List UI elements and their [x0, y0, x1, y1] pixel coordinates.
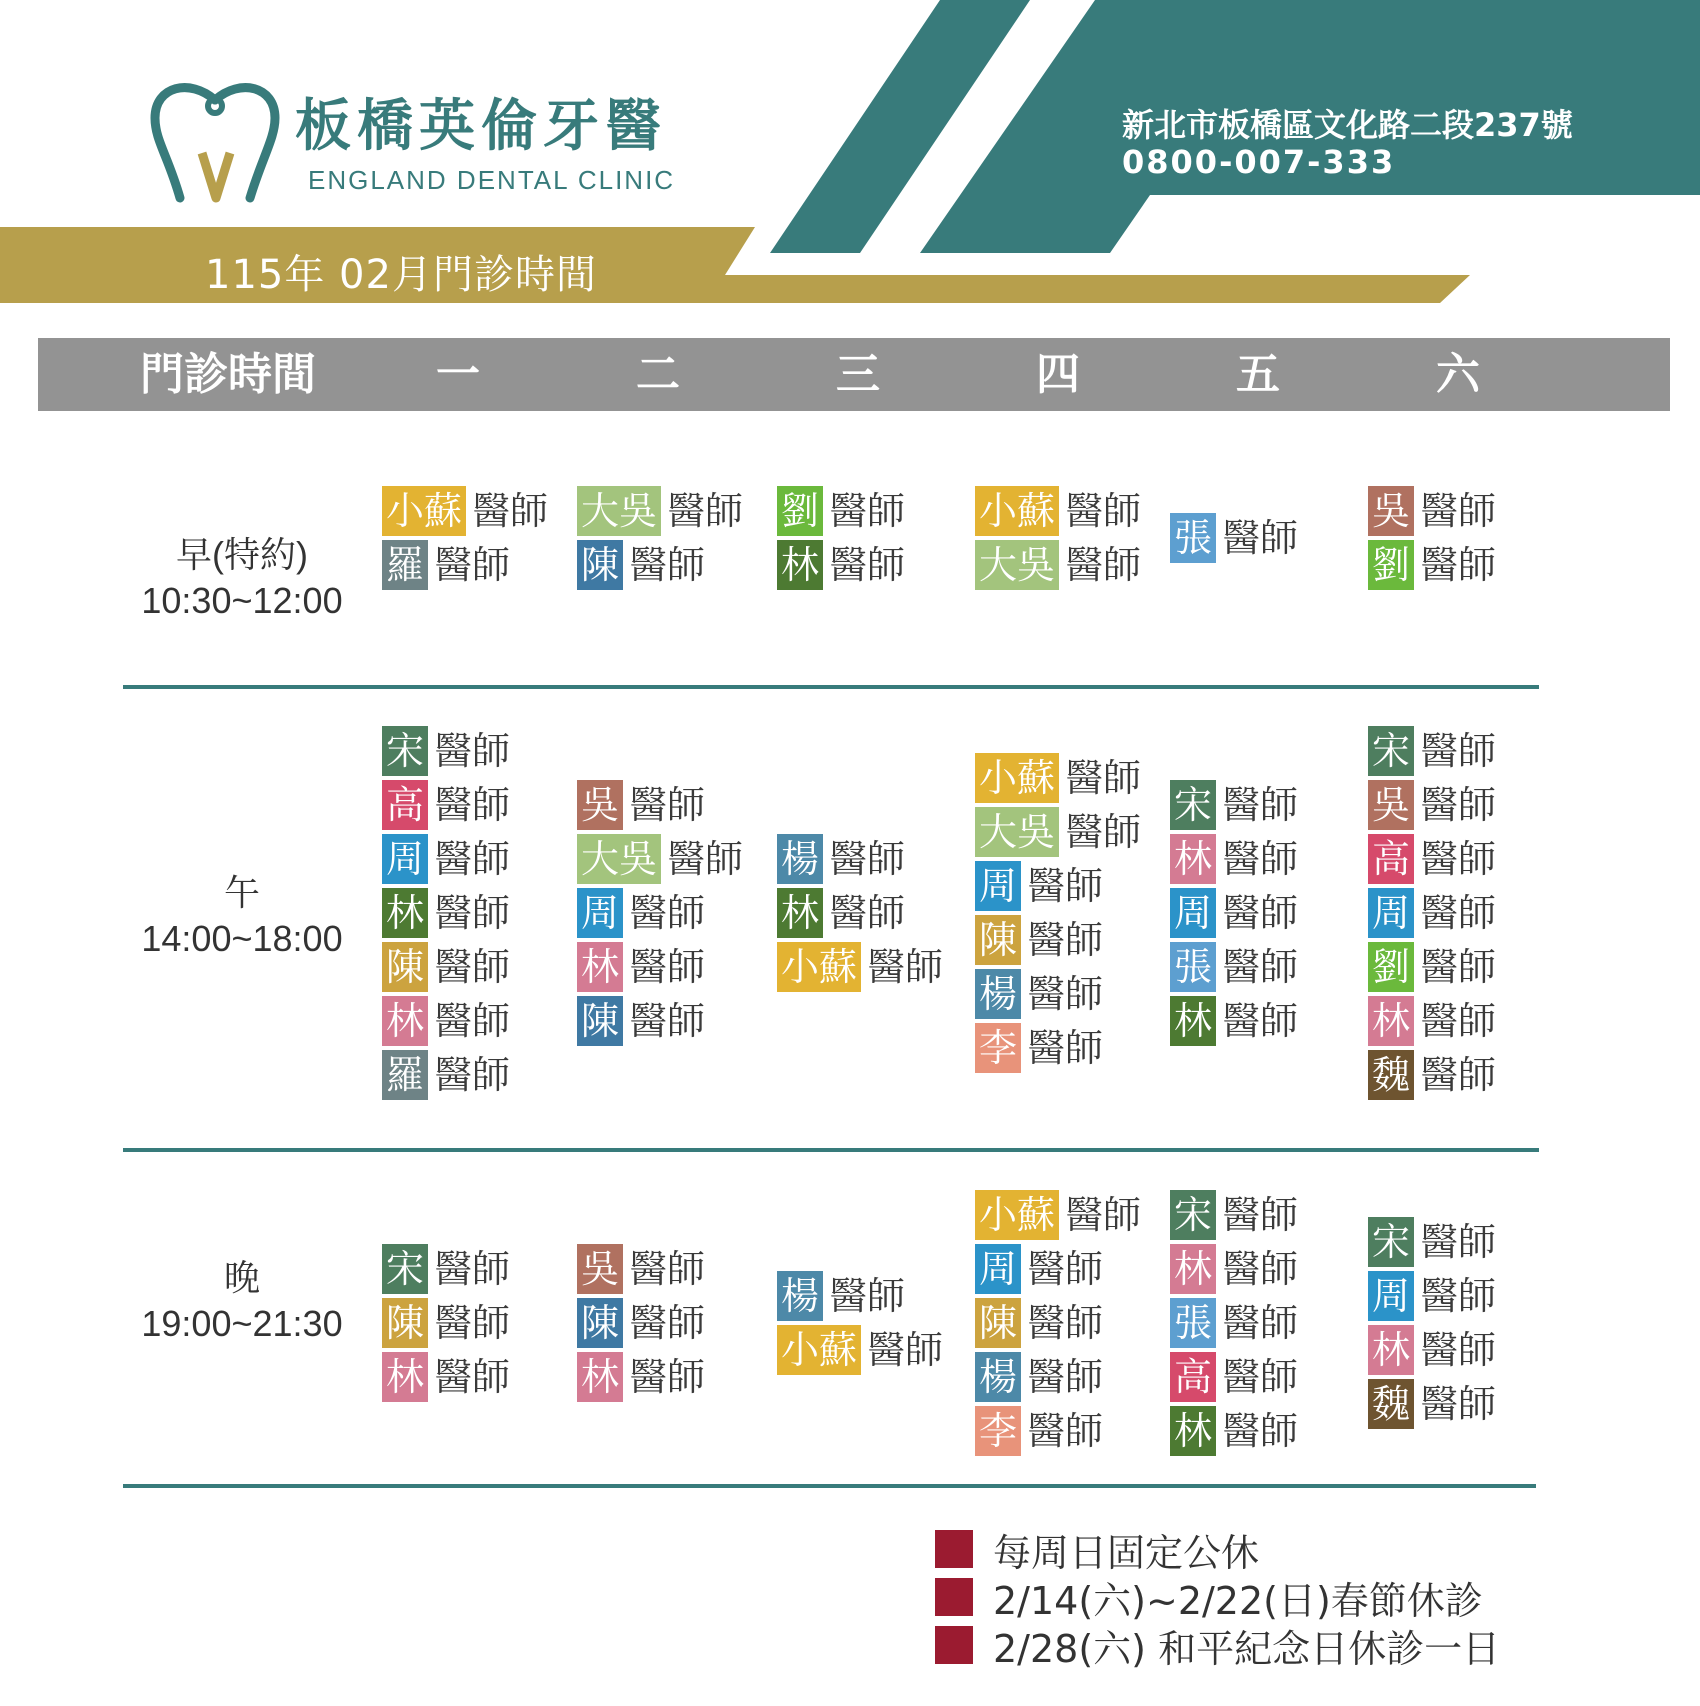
doctor-name-tag: 宋	[382, 1244, 428, 1294]
doctor-title: 醫師	[829, 543, 906, 587]
doctor-name-tag: 大吳	[577, 486, 661, 536]
doctor-slot	[777, 1271, 905, 1321]
doctor-name-tag: 陳	[577, 540, 623, 590]
doctor-title: 醫師	[1420, 1382, 1497, 1426]
doctor-title: 醫師	[1420, 1053, 1497, 1097]
doctor-slot	[382, 1352, 510, 1402]
doctor-slot	[1368, 888, 1496, 938]
doctor-slot	[577, 780, 705, 830]
doctor-name-tag: 高	[1368, 834, 1414, 884]
doctor-name-tag: 林	[577, 942, 623, 992]
row-morning-label	[122, 532, 362, 624]
doctor-name-tag: 林	[777, 540, 823, 590]
doctor-title: 醫師	[1420, 489, 1497, 533]
doctor-slot	[777, 834, 905, 884]
doctor-slot	[577, 540, 705, 590]
doctor-name-tag: 林	[1170, 996, 1216, 1046]
doctor-name-tag: 吳	[577, 780, 623, 830]
doctor-name-tag: 周	[975, 861, 1021, 911]
doctor-title: 醫師	[1222, 783, 1299, 827]
doctor-name-tag: 張	[1170, 513, 1216, 563]
schedule-header	[38, 338, 1670, 411]
note-bullet-icon	[935, 1530, 973, 1568]
doctor-name-tag: 魏	[1368, 1050, 1414, 1100]
doctor-slot	[975, 540, 1141, 590]
doctor-name-tag: 宋	[1170, 780, 1216, 830]
note-text: 2/14(六)~2/22(日)春節休診	[993, 1578, 1483, 1623]
doctor-title: 醫師	[1065, 543, 1142, 587]
doctor-title: 醫師	[434, 1053, 511, 1097]
divider-3	[123, 1484, 1536, 1488]
doctor-slot	[382, 1050, 510, 1100]
header-wed: 三	[836, 349, 880, 400]
doctor-slot	[1368, 486, 1496, 536]
doctor-name-tag: 魏	[1368, 1379, 1414, 1429]
doctor-name-tag: 周	[1368, 888, 1414, 938]
doctor-slot	[777, 888, 905, 938]
row-evening-title: 晚	[223, 1257, 260, 1298]
doctor-name-tag: 張	[1170, 942, 1216, 992]
doctor-name-tag: 小蘇	[382, 486, 466, 536]
doctor-title: 醫師	[1222, 945, 1299, 989]
doctor-name-tag: 周	[577, 888, 623, 938]
doctor-slot	[1170, 513, 1298, 563]
doctor-title: 醫師	[829, 891, 906, 935]
note-item	[935, 1622, 1501, 1671]
header-thu: 四	[1036, 349, 1080, 400]
doctor-title: 醫師	[1222, 837, 1299, 881]
clinic-phone: 0800-007-333	[1122, 143, 1396, 181]
doctor-slot	[1368, 1271, 1496, 1321]
doctor-slot	[1170, 780, 1298, 830]
doctor-name-tag: 周	[1368, 1271, 1414, 1321]
doctor-title: 醫師	[1222, 1355, 1299, 1399]
doctor-title: 醫師	[1027, 1301, 1104, 1345]
doctor-title: 醫師	[1420, 1274, 1497, 1318]
doctor-title: 醫師	[1420, 837, 1497, 881]
doctor-name-tag: 小蘇	[975, 1190, 1059, 1240]
doctor-name-tag: 大吳	[577, 834, 661, 884]
note-bullet-icon	[935, 1626, 973, 1664]
doctor-name-tag: 林	[382, 888, 428, 938]
doctor-slot	[1170, 888, 1298, 938]
doctor-title: 醫師	[829, 837, 906, 881]
doctor-title: 醫師	[1420, 729, 1497, 773]
doctor-title: 醫師	[1065, 756, 1142, 800]
doctor-name-tag: 李	[975, 1023, 1021, 1073]
doctor-name-tag: 吳	[577, 1244, 623, 1294]
doctor-title: 醫師	[434, 729, 511, 773]
doctor-slot	[1368, 1217, 1496, 1267]
doctor-title: 醫師	[1420, 999, 1497, 1043]
doctor-slot	[975, 861, 1103, 911]
doctor-name-tag: 陳	[382, 1298, 428, 1348]
doctor-title: 醫師	[1065, 1193, 1142, 1237]
doctor-title: 醫師	[629, 543, 706, 587]
doctor-name-tag: 羅	[382, 540, 428, 590]
doctor-title: 醫師	[1065, 810, 1142, 854]
doctor-name-tag: 周	[382, 834, 428, 884]
doctor-name-tag: 周	[1170, 888, 1216, 938]
doctor-slot	[1170, 1352, 1298, 1402]
doctor-title: 醫師	[867, 1328, 944, 1372]
doctor-name-tag: 劉	[1368, 540, 1414, 590]
doctor-slot	[1170, 1244, 1298, 1294]
doctor-slot	[577, 942, 705, 992]
doctor-slot	[975, 807, 1141, 857]
doctor-slot	[382, 996, 510, 1046]
doctor-slot	[577, 1298, 705, 1348]
doctor-title: 醫師	[434, 783, 511, 827]
doctor-title: 醫師	[434, 999, 511, 1043]
doctor-name-tag: 吳	[1368, 780, 1414, 830]
doctor-name-tag: 林	[382, 996, 428, 1046]
doctor-name-tag: 楊	[975, 1352, 1021, 1402]
doctor-title: 醫師	[629, 945, 706, 989]
doctor-slot	[1368, 540, 1496, 590]
doctor-name-tag: 劉	[1368, 942, 1414, 992]
doctor-title: 醫師	[629, 1355, 706, 1399]
doctor-title: 醫師	[629, 891, 706, 935]
doctor-slot	[1170, 1190, 1298, 1240]
doctor-slot	[1368, 1050, 1496, 1100]
row-evening-label	[122, 1255, 362, 1347]
doctor-title: 醫師	[1065, 489, 1142, 533]
doctor-slot	[975, 969, 1103, 1019]
doctor-slot	[577, 834, 743, 884]
doctor-title: 醫師	[1027, 1026, 1104, 1070]
doctor-title: 醫師	[1222, 516, 1299, 560]
doctor-name-tag: 林	[382, 1352, 428, 1402]
doctor-slot	[382, 540, 510, 590]
doctor-slot	[1170, 1298, 1298, 1348]
doctor-slot	[1368, 726, 1496, 776]
doctor-slot	[577, 486, 743, 536]
doctor-name-tag: 陳	[577, 996, 623, 1046]
divider-2	[123, 1148, 1539, 1152]
doctor-slot	[975, 1190, 1141, 1240]
doctor-name-tag: 楊	[975, 969, 1021, 1019]
header-sat: 六	[1436, 349, 1480, 400]
row-morning-hours: 10:30~12:00	[141, 580, 343, 621]
doctor-slot	[975, 1352, 1103, 1402]
doctor-name-tag: 吳	[1368, 486, 1414, 536]
header-fri: 五	[1236, 349, 1280, 400]
doctor-name-tag: 宋	[1170, 1190, 1216, 1240]
doctor-slot	[777, 1325, 943, 1375]
doctor-title: 醫師	[1027, 1247, 1104, 1291]
doctor-slot	[1170, 942, 1298, 992]
doctor-slot	[382, 942, 510, 992]
doctor-title: 醫師	[434, 543, 511, 587]
doctor-name-tag: 陳	[975, 1298, 1021, 1348]
doctor-title: 醫師	[1222, 1301, 1299, 1345]
doctor-name-tag: 高	[382, 780, 428, 830]
doctor-slot	[382, 888, 510, 938]
doctor-slot	[975, 1244, 1103, 1294]
doctor-name-tag: 宋	[1368, 1217, 1414, 1267]
doctor-title: 醫師	[1420, 783, 1497, 827]
doctor-slot	[382, 726, 510, 776]
doctor-slot	[382, 1298, 510, 1348]
doctor-name-tag: 林	[1368, 996, 1414, 1046]
clinic-name-en: ENGLAND DENTAL CLINIC	[308, 165, 676, 195]
doctor-title: 醫師	[434, 945, 511, 989]
doctor-slot	[1368, 834, 1496, 884]
doctor-title: 醫師	[1420, 1220, 1497, 1264]
doctor-name-tag: 宋	[382, 726, 428, 776]
doctor-slot	[382, 486, 548, 536]
doctor-slot	[975, 1298, 1103, 1348]
doctor-name-tag: 羅	[382, 1050, 428, 1100]
doctor-title: 醫師	[629, 1247, 706, 1291]
doctor-name-tag: 小蘇	[975, 753, 1059, 803]
row-afternoon-title: 午	[223, 872, 260, 913]
doctor-title: 醫師	[434, 891, 511, 935]
doctor-name-tag: 林	[1170, 834, 1216, 884]
header-tue: 二	[636, 349, 680, 400]
tooth-logo-icon	[150, 78, 280, 208]
doctor-title: 醫師	[629, 1301, 706, 1345]
doctor-slot	[1368, 996, 1496, 1046]
doctor-slot	[1170, 834, 1298, 884]
doctor-slot	[382, 1244, 510, 1294]
doctor-title: 醫師	[667, 489, 744, 533]
doctor-slot	[975, 1406, 1103, 1456]
doctor-name-tag: 張	[1170, 1298, 1216, 1348]
doctor-name-tag: 林	[777, 888, 823, 938]
doctor-title: 醫師	[1222, 891, 1299, 935]
row-evening-hours: 19:00~21:30	[141, 1303, 343, 1344]
doctor-slot	[1170, 1406, 1298, 1456]
schedule-title: 115年 02月門診時間	[205, 252, 597, 298]
doctor-name-tag: 陳	[577, 1298, 623, 1348]
doctor-name-tag: 周	[975, 1244, 1021, 1294]
clinic-name-cn: 板橋英倫牙醫	[295, 94, 667, 159]
doctor-title: 醫師	[1222, 1193, 1299, 1237]
doctor-slot	[1368, 780, 1496, 830]
doctor-slot	[577, 1352, 705, 1402]
doctor-title: 醫師	[1027, 918, 1104, 962]
doctor-name-tag: 陳	[382, 942, 428, 992]
doctor-title: 醫師	[1420, 543, 1497, 587]
divider-1	[123, 685, 1539, 689]
doctor-name-tag: 陳	[975, 915, 1021, 965]
doctor-name-tag: 林	[1170, 1244, 1216, 1294]
doctor-name-tag: 高	[1170, 1352, 1216, 1402]
doctor-title: 醫師	[1420, 945, 1497, 989]
doctor-slot	[777, 540, 905, 590]
doctor-title: 醫師	[867, 945, 944, 989]
doctor-slot	[1368, 1379, 1496, 1429]
note-text: 2/28(六) 和平紀念日休診一日	[993, 1626, 1501, 1671]
doctor-title: 醫師	[434, 1247, 511, 1291]
doctor-name-tag: 小蘇	[777, 1325, 861, 1375]
clinic-address: 新北市板橋區文化路二段237號	[1122, 106, 1573, 144]
doctor-slot	[777, 942, 943, 992]
doctor-slot	[975, 486, 1141, 536]
row-afternoon-label	[122, 870, 362, 962]
doctor-slot	[382, 834, 510, 884]
doctor-title: 醫師	[434, 837, 511, 881]
doctor-name-tag: 楊	[777, 1271, 823, 1321]
row-morning-title: 早(特約)	[176, 534, 308, 575]
doctor-name-tag: 李	[975, 1406, 1021, 1456]
doctor-slot	[1170, 996, 1298, 1046]
doctor-title: 醫師	[1027, 864, 1104, 908]
doctor-name-tag: 楊	[777, 834, 823, 884]
doctor-name-tag: 大吳	[975, 540, 1059, 590]
doctor-title: 醫師	[1027, 1355, 1104, 1399]
doctor-name-tag: 小蘇	[777, 942, 861, 992]
doctor-slot	[975, 915, 1103, 965]
doctor-title: 醫師	[434, 1355, 511, 1399]
note-text: 每周日固定公休	[993, 1530, 1260, 1575]
doctor-title: 醫師	[667, 837, 744, 881]
doctor-name-tag: 林	[577, 1352, 623, 1402]
doctor-title: 醫師	[1222, 1247, 1299, 1291]
doctor-title: 醫師	[1222, 1409, 1299, 1453]
doctor-slot	[577, 1244, 705, 1294]
doctor-slot	[975, 1023, 1103, 1073]
note-bullet-icon	[935, 1578, 973, 1616]
doctor-name-tag: 林	[1368, 1325, 1414, 1375]
doctor-slot	[975, 753, 1141, 803]
doctor-name-tag: 林	[1170, 1406, 1216, 1456]
note-item	[935, 1526, 1500, 1575]
notes-list	[935, 1526, 1500, 1670]
doctor-title: 醫師	[472, 489, 549, 533]
doctor-title: 醫師	[629, 783, 706, 827]
doctor-name-tag: 小蘇	[975, 486, 1059, 536]
row-afternoon-hours: 14:00~18:00	[141, 918, 343, 959]
doctor-slot	[382, 780, 510, 830]
doctor-slot	[1368, 1325, 1496, 1375]
doctor-name-tag: 宋	[1368, 726, 1414, 776]
doctor-slot	[1368, 942, 1496, 992]
doctor-title: 醫師	[829, 1274, 906, 1318]
doctor-title: 醫師	[1420, 1328, 1497, 1372]
doctor-title: 醫師	[629, 999, 706, 1043]
doctor-name-tag: 劉	[777, 486, 823, 536]
doctor-slot	[577, 996, 705, 1046]
note-item	[935, 1574, 1500, 1623]
doctor-title: 醫師	[1027, 1409, 1104, 1453]
doctor-slot	[577, 888, 705, 938]
doctor-title: 醫師	[434, 1301, 511, 1345]
doctor-title: 醫師	[1420, 891, 1497, 935]
doctor-slot	[777, 486, 905, 536]
header-mon: 一	[436, 349, 480, 400]
doctor-title: 醫師	[1222, 999, 1299, 1043]
doctor-title: 醫師	[829, 489, 906, 533]
doctor-title: 醫師	[1027, 972, 1104, 1016]
header-time: 門診時間	[140, 349, 316, 400]
doctor-name-tag: 大吳	[975, 807, 1059, 857]
